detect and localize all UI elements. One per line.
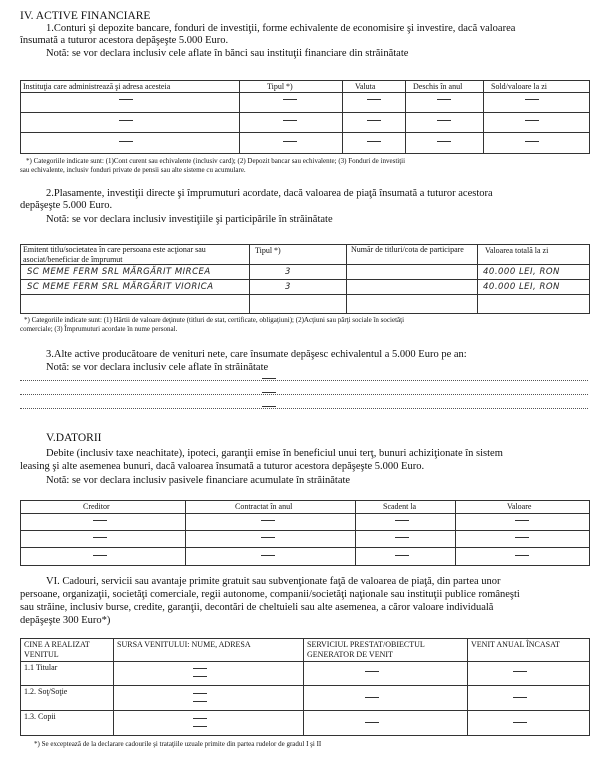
- paragraph-line: Debite (inclusiv taxe neachitate), ipoteci, garanţii emise în beneficiul unui terţ, bunuri achiziţionate în sistem: [46, 448, 503, 459]
- handwritten-value: 40.000 LEI, RON: [483, 267, 560, 277]
- paragraph-line: depăşeşte 300 Euro*): [20, 615, 111, 626]
- footnote: *) Categoriile indicate sunt: (1) Hârtii de valoare deţinute (titluri de stat, certificate, obligaţiuni); (2)Acţiuni sau părţi sociale în societăţi: [24, 316, 405, 324]
- column-header: Valuta: [355, 82, 376, 91]
- paragraph-line: însumată a tuturor acestora depăşeşte 5.000 Euro.: [20, 35, 229, 46]
- note: Notă: se vor declara inclusiv pasivele financiare acumulate în străinătate: [46, 475, 351, 486]
- note: Notă: se vor declara inclusiv investiţiile şi participările în străinătate: [46, 214, 333, 225]
- handwritten-type: 3: [285, 267, 291, 277]
- paragraph-line: 1.Conturi şi depozite bancare, fonduri de investiţii, forme echivalente de economisire şi investire, dacă valoarea: [46, 23, 516, 34]
- paragraph-line: VI. Cadouri, servicii sau avantaje primite gratuit sau subvenţionate faţă de valoarea de piaţă, din partea unor: [46, 576, 501, 587]
- column-header: Instituţia care administrează şi adresa acesteia: [23, 82, 171, 91]
- row-label-titular: 1.1 Titular: [24, 663, 58, 672]
- note: Notă: se vor declara inclusiv cele aflate în bănci sau instituţii financiare din străinătate: [46, 48, 409, 59]
- section-title-datorii: V.DATORII: [46, 432, 102, 444]
- column-header: Contractat în anul: [235, 502, 293, 511]
- section-title-active-financiare: IV. ACTIVE FINANCIARE: [20, 10, 151, 22]
- table-plasamente: [20, 244, 590, 314]
- handwritten-value: 40.000 LEI, RON: [483, 282, 560, 292]
- column-header: SURSA VENITULUI: NUME, ADRESA: [117, 640, 251, 649]
- row-label-copii: 1.3. Copii: [24, 712, 56, 721]
- column-header: Creditor: [83, 502, 110, 511]
- footnote: comerciale; (3) Împrumuturi acordate în nume personal.: [20, 325, 178, 333]
- column-header: Valoare: [507, 502, 532, 511]
- column-header: CINE A REALIZAT VENITUL: [24, 640, 90, 659]
- paragraph-line: 2.Plasamente, investiţii directe şi împrumuturi acordate, dacă valoarea de piaţă însumată a tuturor acestora: [46, 188, 493, 199]
- table-cadouri: [20, 638, 590, 736]
- table-conturi: [20, 80, 590, 154]
- footnote: sau echivalente, inclusiv fonduri private de pensii sau alte sisteme cu acumulare.: [20, 166, 246, 174]
- column-header: Valoarea totală la zi: [485, 246, 549, 255]
- column-header: SERVICIUL PRESTAT/OBIECTUL GENERATOR DE VENIT: [307, 640, 425, 659]
- column-header: VENIT ANUAL ÎNCASAT: [471, 640, 560, 649]
- note: Notă: se vor declara inclusiv cele aflate în străinătate: [46, 362, 269, 373]
- column-header: Scadent la: [383, 502, 417, 511]
- column-header: Tipul *): [267, 82, 293, 91]
- paragraph-line: persoane, organizaţii, societăţi comerciale, regii autonome, companii/societăţi naţionale sau instituţii publice româneşti: [20, 589, 520, 600]
- column-header: Sold/valoare la zi: [491, 82, 547, 91]
- column-header: Emitent titlu/societatea în care persoana este acţionar sau asociat/beneficiar de împrumut: [23, 245, 206, 264]
- paragraph-line: 3.Alte active producătoare de venituri nete, care însumate depăşesc echivalentul a 5.000 Euro pe an:: [46, 349, 467, 360]
- footnote: *) Se exceptează de la declarare cadourile şi trataţiile uzuale primite din partea rudelor de gradul I şi II: [34, 740, 322, 748]
- column-header: Deschis în anul: [413, 82, 463, 91]
- table-datorii: [20, 500, 590, 566]
- dotted-line: [20, 394, 588, 395]
- paragraph-line: leasing şi alte asemenea bunuri, dacă valoarea însumată a tuturor acestora depăşeşte 5.000 Euro.: [20, 461, 425, 472]
- row-label-sot-sotie: 1.2. Soţ/Soţie: [24, 687, 68, 696]
- footnote: *) Categoriile indicate sunt: (1)Cont curent sau echivalente (inclusiv card); (2) Depozit bancar sau echivalente; (3) Fonduri de investiţii: [26, 157, 406, 165]
- dotted-line: [20, 380, 588, 381]
- handwritten-type: 3: [285, 282, 291, 292]
- column-header: Tipul *): [255, 246, 281, 255]
- paragraph-line: sau străine, inclusiv burse, credite, garanţii, decontări de cheltuieli sau alte asemenea, a căror valoare individuală: [20, 602, 494, 613]
- column-header: Număr de titluri/cota de participare: [351, 245, 464, 254]
- dotted-line: [20, 408, 588, 409]
- paragraph-line: depăşeşte 5.000 Euro.: [20, 200, 113, 211]
- handwritten-issuer: SC MEME FERM SRL MĂRGĂRIT MIRCEA: [27, 267, 211, 277]
- handwritten-issuer: SC MEME FERM SRL MĂRGĂRIT VIORICA: [27, 282, 214, 292]
